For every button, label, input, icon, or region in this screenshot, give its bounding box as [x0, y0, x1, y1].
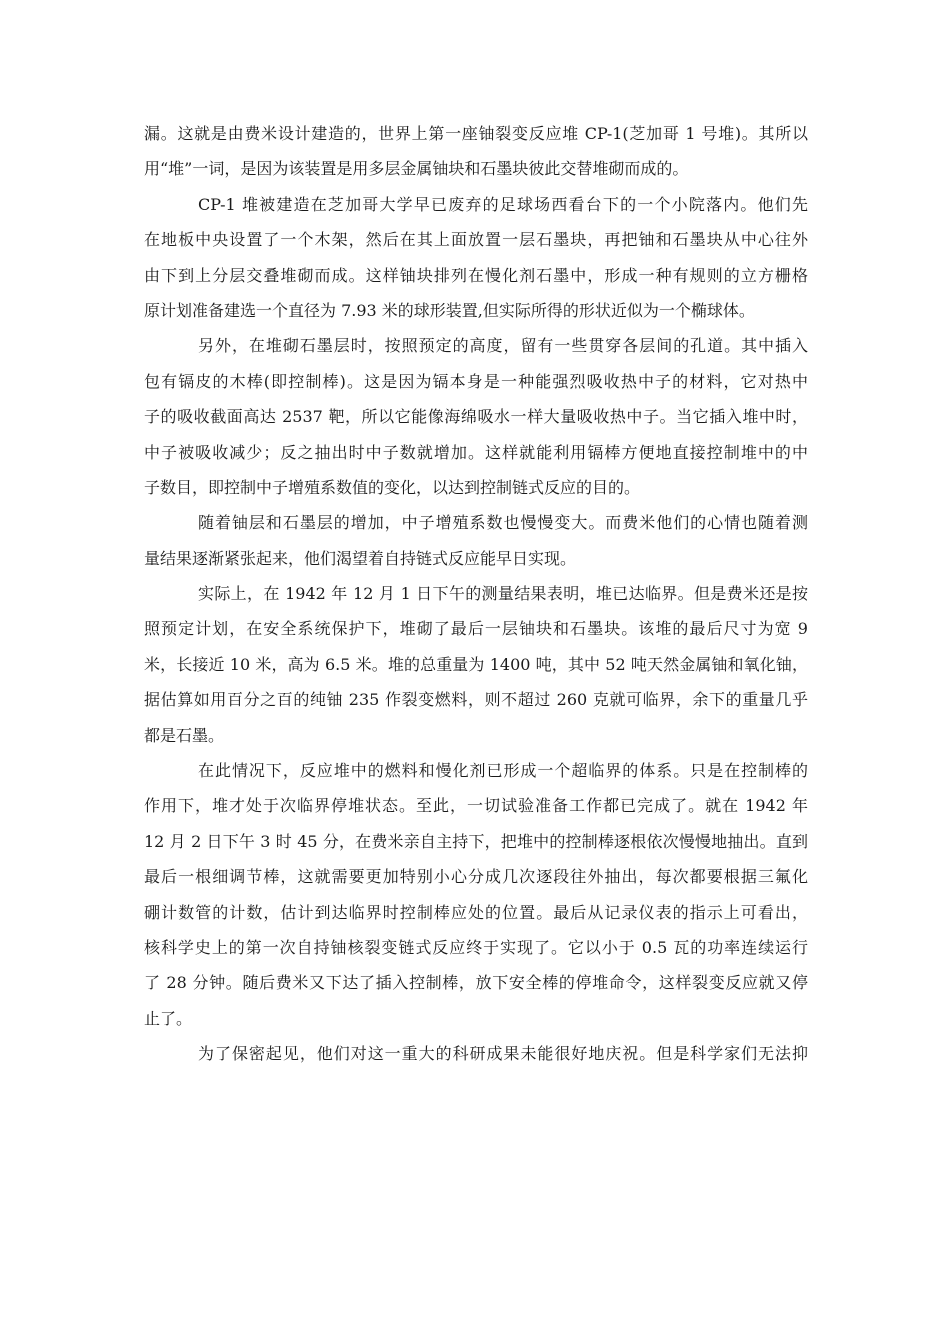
text-line: 核科学史上的第一次自持铀核裂变链式反应终于实现了。它以小于 0.5 瓦的功率连续运行: [144, 937, 808, 957]
text-line: 子的吸收截面高达 2537 靶，所以它能像海绵吸水一样大量吸收热中子。当它插入堆中时，: [144, 407, 808, 427]
text-line: 都是石墨。: [144, 725, 225, 745]
text-line: 在地板中央设置了一个木架，然后在其上面放置一层石墨块，再把铀和石墨块从中心往外: [144, 230, 808, 250]
text-line: 漏。这就是由费米设计建造的，世界上第一座铀裂变反应堆 CP-1(芝加哥 1 号堆)。其所以: [144, 124, 808, 143]
text-line: 中子被吸收减少；反之抽出时中子数就增加。这样就能利用镉棒方便地直接控制堆中的中: [144, 442, 808, 462]
text-line: 了 28 分钟。随后费米又下达了插入控制棒，放下安全棒的停堆命令，这样裂变反应就又停: [144, 973, 808, 993]
text-line: 最后一根细调节棒，这就需要更加特别小心分成几次逐段往外抽出，每次都要根据三氟化: [144, 867, 808, 887]
text-line: 另外，在堆砌石墨层时，按照预定的高度，留有一些贯穿各层间的孔道。其中插入: [198, 336, 808, 356]
text-line: 实际上，在 1942 年 12 月 1 日下午的测量结果表明，堆已达临界。但是费米还是按: [198, 584, 808, 604]
text-line: 据估算如用百分之百的纯铀 235 作裂变燃料，则不超过 260 克就可临界，余下的重量几乎: [144, 690, 808, 710]
text-line: 包有镉皮的木棒(即控制棒)。这是因为镉本身是一种能强烈吸收热中子的材料，它对热中: [144, 371, 808, 391]
text-line: 米，长接近 10 米，高为 6.5 米。堆的总重量为 1400 吨，其中 52 吨天然金属铀和氧化铀，: [144, 654, 808, 674]
text-line: 由下到上分层交叠堆砌而成。这样铀块排列在慢化剂石墨中，形成一种有规则的立方栅格: [144, 265, 808, 285]
body-text: [144, 116, 808, 1072]
text-line: 原计划准备建选一个直径为 7.93 米的球形装置,但实际所得的形状近似为一个椭球体。: [144, 300, 755, 320]
text-line: 在此情况下，反应堆中的燃料和慢化剂已形成一个超临界的体系。只是在控制棒的: [198, 761, 808, 781]
text-line: 止了。: [144, 1008, 193, 1028]
text-line: 子数目，即控制中子增殖系数值的变化，以达到控制链式反应的目的。: [144, 477, 641, 497]
text-line: 为了保密起见，他们对这一重大的科研成果未能很好地庆祝。但是科学家们无法抑: [198, 1044, 808, 1064]
text-line: CP-1 堆被建造在芝加哥大学早已废弃的足球场西看台下的一个小院落内。他们先: [198, 194, 808, 214]
text-line: 用“堆”一词，是因为该装置是用多层金属铀块和石墨块彼此交替堆砌而成的。: [144, 159, 689, 179]
text-line: 量结果逐渐紧张起来，他们渴望着自持链式反应能早日实现。: [144, 548, 577, 568]
text-line: 照预定计划，在安全系统保护下，堆砌了最后一层铀块和石墨块。该堆的最后尺寸为宽 9: [144, 619, 808, 639]
text-line: 作用下，堆才处于次临界停堆状态。至此，一切试验准备工作都已完成了。就在 1942 年: [144, 796, 808, 816]
text-line: 12 月 2 日下午 3 时 45 分，在费米亲自主持下，把堆中的控制棒逐根依次慢慢地抽出。直到: [144, 831, 808, 851]
text-line: 随着铀层和石墨层的增加，中子增殖系数也慢慢变大。而费米他们的心情也随着测: [198, 513, 808, 533]
text-line: 硼计数管的计数，估计到达临界时控制棒应处的位置。最后从记录仪表的指示上可看出，: [144, 902, 808, 922]
